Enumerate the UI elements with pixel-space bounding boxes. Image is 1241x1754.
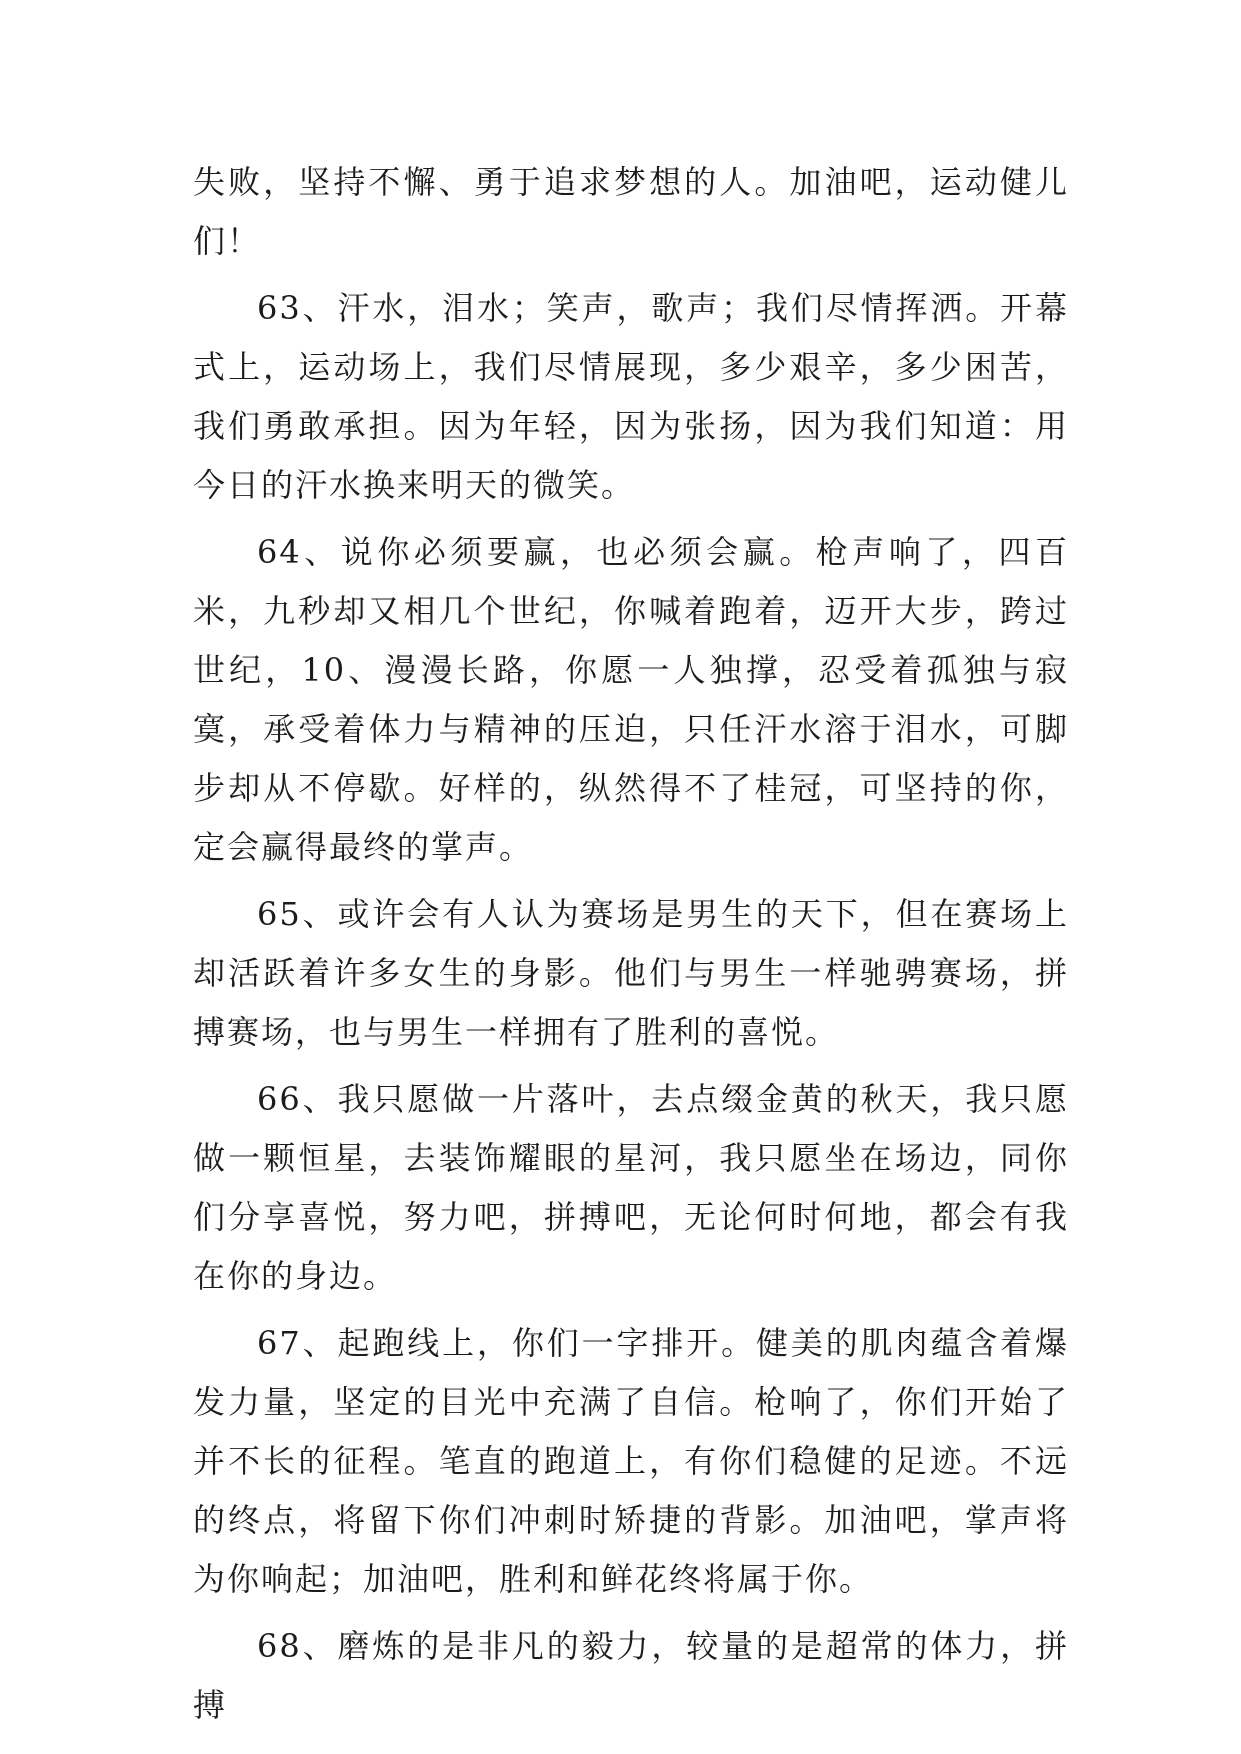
- paragraph: 67、起跑线上，你们一字排开。健美的肌肉蕴含着爆发力量，坚定的目光中充满了自信。枪响了，你们开始了并不长的征程。笔直的跑道上，有你们稳健的足迹。不远的终点，将留下你们冲刺时矫捷的背影。加油吧，掌声将为你响起；加油吧，胜利和鲜花终将属于你。: [193, 1324, 1069, 1598]
- paragraph: 64、说你必须要赢，也必须会赢。枪声响了，四百米，九秒却又相几个世纪，你喊着跑着，迈开大步，跨过世纪，10、漫漫长路，你愿一人独撑，忍受着孤独与寂寞，承受着体力与精神的压迫，只任汗水溶于泪水，可脚步却从不停歇。好样的，纵然得不了桂冠，可坚持的你，定会赢得最终的掌声。: [193, 533, 1069, 866]
- paragraph: 65、或许会有人认为赛场是男生的天下，但在赛场上却活跃着许多女生的身影。他们与男生一样驰骋赛场，拼搏赛场，也与男生一样拥有了胜利的喜悦。: [193, 895, 1069, 1051]
- document-body: [193, 153, 1069, 1743]
- paragraph: 失败，坚持不懈、勇于追求梦想的人。加油吧，运动健儿们！: [193, 163, 1069, 260]
- paragraph: 63、汗水，泪水；笑声，歌声；我们尽情挥洒。开幕式上，运动场上，我们尽情展现，多少艰辛，多少困苦，我们勇敢承担。因为年轻，因为张扬，因为我们知道：用今日的汗水换来明天的微笑。: [193, 289, 1069, 504]
- paragraph: 66、我只愿做一片落叶，去点缀金黄的秋天，我只愿做一颗恒星，去装饰耀眼的星河，我只愿坐在场边，同你们分享喜悦，努力吧，拼搏吧，无论何时何地，都会有我在你的身边。: [193, 1080, 1069, 1295]
- paragraph: 68、磨炼的是非凡的毅力，较量的是超常的体力，拼搏: [193, 1627, 1069, 1724]
